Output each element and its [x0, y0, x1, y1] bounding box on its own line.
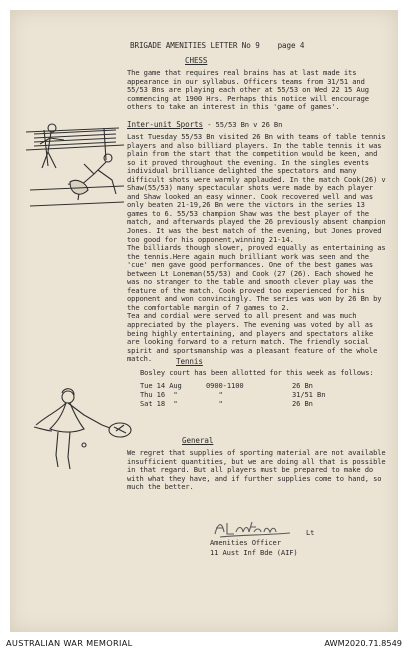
tennis-row-time: 0900-1100 — [206, 381, 244, 390]
tennis-row-unit: 26 Bn — [292, 399, 313, 409]
interunit-heading-line — [127, 121, 389, 130]
table-tennis-players-sketch — [24, 120, 126, 212]
interunit-subheading: - 55/53 Bn v 26 Bn — [203, 120, 283, 129]
archive-footer — [0, 632, 408, 653]
signature-unit: 11 Aust Inf Bde (AIF) — [210, 548, 298, 557]
letter-header: BRIGADE AMENITIES LETTER No 9 page 4 — [130, 41, 305, 50]
tennis-row-day: Tue 14 Aug — [140, 381, 182, 390]
handwritten-signature — [212, 518, 302, 540]
tennis-row-unit: 26 Bn — [292, 381, 313, 390]
chess-paragraph: The game that requires real brains has at last made its appearance in our syllabus. Officers teams from 31/51 and 55/53 Bns are playing each other at 55/53 on Wed 22 15 Aug commencing at 1900 Hrs. Perhaps this notice will encourage others to take an interest in this 'game of games'. — [127, 68, 374, 112]
chess-heading: CHESS — [185, 56, 208, 65]
tennis-heading: Tennis — [176, 357, 203, 366]
general-paragraph: We regret that supplies of sporting material are not available insufficient quantities, but we are doing all that is possible in that regard. But all players must be prepared to make do with what they have, and if further supplies come to hand, so much the better. — [127, 448, 390, 492]
interunit-paragraph: Last Tuesday 55/53 Bn visited 26 Bn with teams of table tennis players and also billiard players. In the table tennis it was plain from the start that the competition would be keen, and so it proved throughout the evening. In the singles events individual brilliance delighted the spectators and many difficult shots were warmly applauded. In the match Cook(26) v Shaw(55/53) many spectacular shots were made by each player and Shaw looked an easy winner. Cook recovered well and was only beaten 21-19,26 Bn were the victors in the series 13 games to 6. 55/53 champion Shaw was the best player of the match, and afterwards played the 26 previously absent champion Jones. It was the best match of the evening, but Jones proved too good for his opponent,winning 21-14. The billiards though slower, proved equally as entertaining as the tennis.Here again much brilliant work was seen and the 'cue' men gave good performances. One of the best games was between Lt Loneman(55/53) and Cook (27 (26). Each showed he was no stranger to the table and smooth clever play was the feature of the match. Cook proved too experienced for his opponent and won convincingly. The series was won by 26 Bn by the comfortable margin of 7 games to 2. Tea and cordial were served to all present and was much appreciated by the players. The evening was voted by all as being highly entertaining, and players and spectators alike are looking forward to a return match. The friendly social spirit and sportsmanship was a pleasant feature of the whole match. — [127, 132, 386, 364]
footer-accession-number: AWM2020.71.8549 — [324, 638, 402, 648]
tennis-intro: Bosley court has been allotted for this week as follows: — [140, 368, 374, 377]
tennis-row-time: " — [206, 390, 223, 400]
footer-institution: AUSTRALIAN WAR MEMORIAL — [6, 638, 133, 648]
tennis-row-day: Sat 18 " — [140, 399, 178, 409]
tennis-row-unit: 31/51 Bn — [292, 390, 326, 400]
tennis-row-day: Thu 16 " — [140, 390, 178, 400]
general-heading: General — [182, 436, 214, 445]
tennis-player-sketch — [28, 385, 144, 475]
interunit-heading: Inter-unit Sports — [127, 120, 204, 129]
signature-rank: Lt — [306, 528, 315, 537]
signature-title: Amenities Officer — [210, 538, 281, 547]
tennis-row-time: " — [206, 399, 223, 409]
